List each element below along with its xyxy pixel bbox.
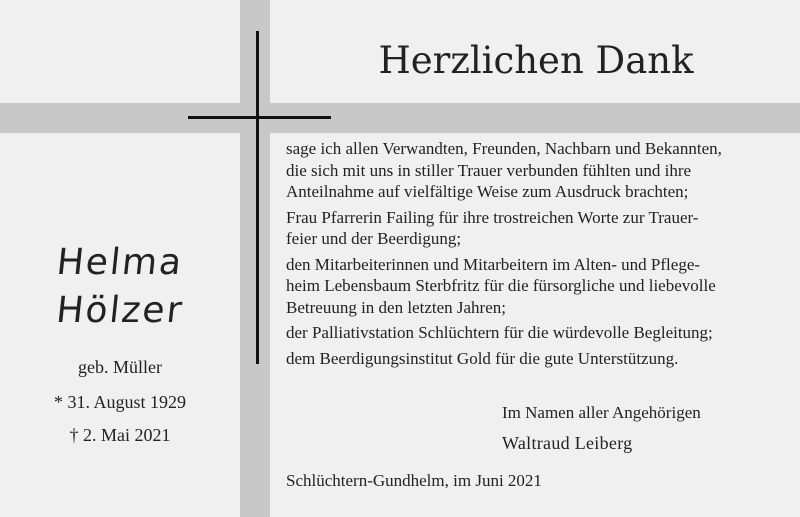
- thanks-paragraph: [286, 322, 752, 344]
- maiden-name: geb. Müller: [78, 357, 162, 377]
- thanks-text: [286, 138, 752, 373]
- signature-name: Waltraud Leiberg: [502, 433, 633, 453]
- text-line: Betreuung in den letzten Jahren;: [286, 297, 506, 317]
- text-line: Frau Pfarrerin Failing für ihre trostreichen Worte zur Trauer-: [286, 207, 699, 227]
- text-line: der Palliativstation Schlüchtern für die würdevolle Begleitung;: [286, 323, 713, 342]
- text-line: die sich mit uns in stiller Trauer verbunden fühlten und ihre: [286, 160, 692, 180]
- thanks-paragraph: [286, 138, 752, 203]
- cross-icon-horizontal-bar: [188, 116, 331, 119]
- cross-band-horizontal: [0, 103, 800, 133]
- birth-date: * 31. August 1929: [53, 392, 186, 412]
- signature-intro: Im Namen aller Angehörigen: [502, 403, 701, 422]
- thanks-paragraph: [286, 348, 752, 370]
- cross-band-vertical: [240, 0, 270, 517]
- text-line: heim Lebensbaum Sterbfritz für die fürsorgliche und liebevolle: [286, 276, 716, 295]
- text-line: den Mitarbeiterinnen und Mitarbeitern im Alten- und Pflege-: [286, 254, 701, 274]
- thanks-paragraph: [286, 254, 752, 319]
- deceased-first-name: Helma: [54, 242, 186, 283]
- cross-icon-vertical-bar: [256, 31, 259, 364]
- death-date: † 2. Mai 2021: [69, 425, 171, 445]
- text-line: dem Beerdigungsinstitut Gold für die gute Unterstützung.: [286, 348, 679, 368]
- place-and-date: Schlüchtern-Gundhelm, im Juni 2021: [286, 471, 542, 490]
- text-line: Anteilnahme auf vielfältige Weise zum Ausdruck brachten;: [286, 182, 689, 201]
- deceased-last-name: Hölzer: [54, 290, 186, 331]
- text-line: feier und der Beerdigung;: [286, 229, 462, 248]
- text-line: sage ich allen Verwandten, Freunden, Nachbarn und Bekannten,: [286, 139, 722, 158]
- thanks-paragraph: [286, 207, 752, 250]
- notice-title: Herzlichen Dank: [378, 39, 694, 82]
